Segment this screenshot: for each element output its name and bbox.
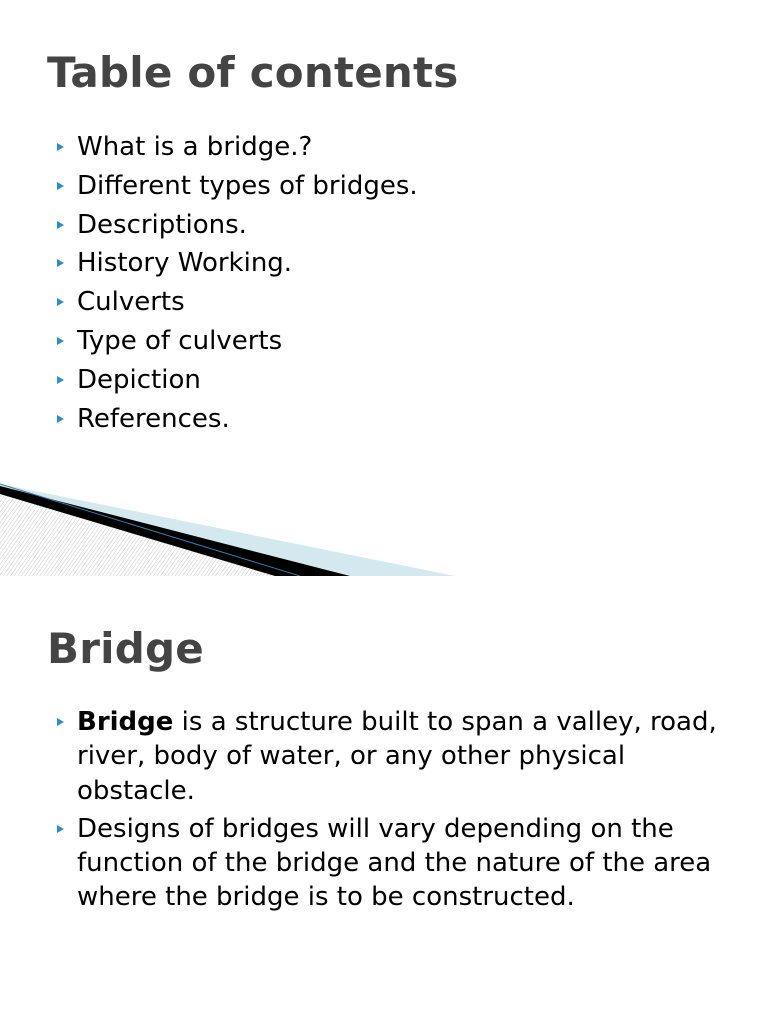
bullet-arrow-icon [57,298,64,306]
toc-item-label: Culverts [77,287,185,318]
bullet-arrow-icon [57,825,64,833]
toc-item-label: Descriptions. [77,209,247,240]
toc-item-history-working [57,244,418,283]
bullet-paragraph [77,705,727,808]
toc-item-label: History Working. [77,248,293,279]
bullet-arrow-icon [57,182,64,190]
bullet-arrow-icon [57,337,64,345]
bullet-arrow-icon [57,259,64,267]
bridge-design-bullet [57,812,727,915]
slide-bridge [0,576,768,1024]
slide-title: Table of contents [47,48,459,97]
bridge-bullet-list [57,705,727,919]
toc-item-type-of-culverts [57,322,418,361]
slide-title: Bridge [47,624,204,673]
bullet-body-text: Designs of bridges will vary depending on the function of the bridge and the nature of the area where the bridge is to be constructed. [77,813,712,913]
toc-item-label: Different types of bridges. [77,170,418,201]
toc-item-descriptions [57,206,418,245]
bullet-arrow-icon [57,143,64,151]
bullet-paragraph [77,812,727,915]
toc-item-label: Depiction [77,364,201,395]
bridge-definition-bullet [57,705,727,808]
toc-item-culverts [57,283,418,322]
bullet-arrow-icon [57,221,64,229]
decorative-swoosh [0,470,460,576]
toc-item-label: What is a bridge.? [77,132,313,162]
bullet-arrow-icon [57,376,64,384]
toc-item-label: References. [77,403,230,434]
toc-item-label: Type of culverts [77,325,283,356]
toc-item-references [57,400,418,439]
bullet-arrow-icon [57,718,64,726]
toc-item-different-types [57,167,418,206]
bullet-arrow-icon [57,415,64,423]
bold-term: Bridge [77,707,174,737]
toc-list [57,128,418,438]
toc-item-depiction [57,361,418,400]
toc-item-what-is-a-bridge [57,128,418,167]
bullet-body-text: is a structure built to span a valley, road, river, body of water, or any other physical obstacle. [77,707,717,806]
